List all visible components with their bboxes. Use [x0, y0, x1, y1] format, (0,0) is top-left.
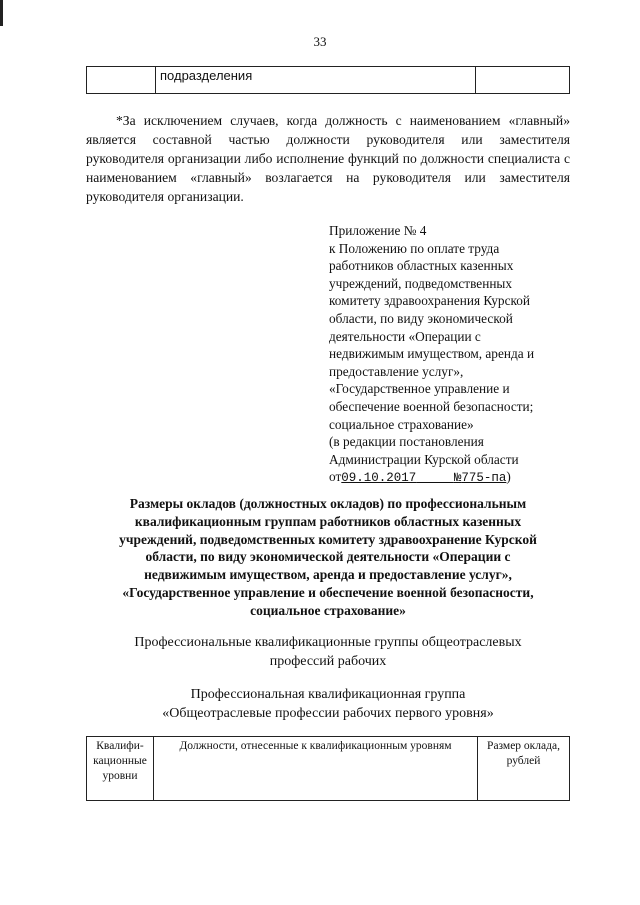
table-cell: [87, 67, 156, 94]
appendix-line: работников областных казенных: [329, 258, 514, 274]
date-number-gap: [416, 471, 454, 485]
appendix-line: обеспечение военной безопасности;: [329, 398, 534, 414]
closing-paren: ): [506, 469, 511, 485]
appendix-line: предоставление услуг»,: [329, 363, 464, 379]
appendix-line: области, по виду экономической: [329, 310, 513, 326]
appendix-date-line: [329, 468, 579, 488]
table-cell: подразделения: [156, 67, 476, 94]
decree-number: 775-па: [461, 471, 507, 486]
main-title-line: квалификационным группам работников областных казенных: [134, 513, 522, 529]
main-title-line: недвижимым имуществом, аренда и предоставление услуг»,: [144, 567, 512, 583]
page-number: 33: [313, 34, 327, 49]
scan-edge-mark: [0, 0, 3, 26]
section-heading-line: Профессиональные квалификационные группы общеотраслевых: [134, 635, 522, 650]
section-heading: [86, 633, 570, 671]
appendix-line: Приложение № 4: [329, 223, 427, 238]
appendix-line: Администрации Курской области: [329, 451, 519, 467]
table-row: [87, 67, 570, 94]
appendix-line: комитету здравоохранения Курской: [329, 293, 531, 309]
header-salary: Размер оклада, рублей: [478, 737, 570, 801]
group-heading: [86, 685, 570, 723]
table-cell: [476, 67, 570, 94]
salary-table: [86, 736, 570, 801]
main-title-line: социальное страхование»: [250, 602, 406, 618]
main-title: [86, 495, 570, 620]
table-header-row: [87, 737, 570, 801]
header-qualification-levels: Квалифи-кационные уровни: [87, 737, 154, 801]
appendix-header: [329, 222, 579, 488]
header-positions: Должности, отнесенные к квалификационным уровням: [154, 737, 478, 801]
appendix-line: социальное страхование»: [329, 416, 474, 432]
appendix-line: к Положению по оплате труда: [329, 240, 500, 256]
decree-date: 09.10.2017: [341, 471, 417, 486]
appendix-line: «Государственное управление и: [329, 381, 510, 397]
section-heading-line: профессий рабочих: [269, 654, 387, 669]
main-title-line: области, по виду экономической деятельности «Операции с: [145, 549, 511, 565]
appendix-line: деятельности «Операции с: [329, 328, 481, 344]
main-title-line: Размеры окладов (должностных окладов) по профессиональным: [129, 496, 527, 511]
main-title-line: учреждений, подведомственных комитету здравоохранение Курской: [119, 531, 537, 547]
appendix-line: недвижимым имуществом, аренда и: [329, 346, 535, 362]
date-prefix: от: [329, 469, 342, 485]
appendix-line: учреждений, подведомственных: [329, 275, 513, 291]
group-heading-line: Профессиональная квалификационная группа: [190, 687, 466, 702]
footnote: *За исключением случаев, когда должность с наименованием «главный» является составной частью должности руководителя или заместителя руководителя организации либо исполнение функций по должности специалиста с наименованием «главный» возлагается на руководителя или заместителя руководителя организации.: [86, 113, 570, 204]
continuation-table: [86, 66, 570, 94]
group-heading-line: «Общеотраслевые профессии рабочих первого уровня»: [162, 706, 494, 721]
number-prefix: №: [453, 471, 462, 486]
main-title-line: «Государственное управление и обеспечение военной безопасности,: [122, 584, 534, 600]
appendix-line: (в редакции постановления: [329, 434, 484, 450]
